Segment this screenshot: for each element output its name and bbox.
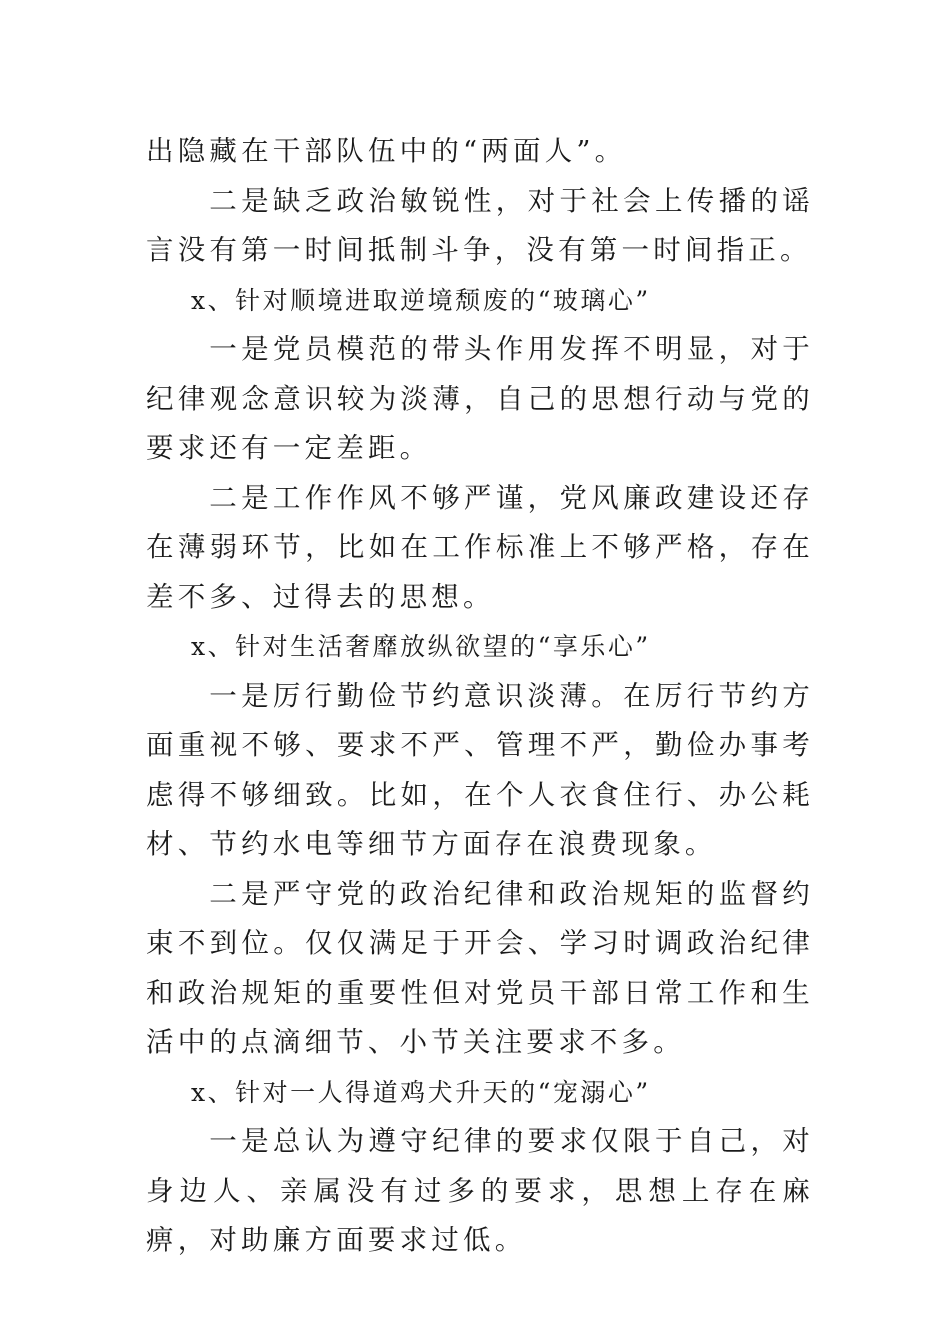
paragraph-frugality: 一是厉行勤俭节约意识淡薄。在厉行节约方面重视不够、要求不严、管理不严，勤俭办事考虑得不够细致。比如，在个人衣食住行、办公耗材、节约水电等细节方面存在浪费现象。 — [146, 679, 814, 860]
paragraph-continuation: 出隐藏在干部队伍中的“两面人”。 — [146, 135, 627, 167]
document-body — [146, 127, 814, 1266]
paragraph-work-style: 二是工作作风不够严谨，党风廉政建设还存在薄弱环节，比如在工作标准上不够严格，存在差不多、过得去的思想。 — [146, 481, 814, 613]
paragraph-family-discipline: 一是总认为遵守纪律的要求仅限于自己，对身边人、亲属没有过多的要求，思想上存在麻痹，对助廉方面要求过低。 — [146, 1125, 814, 1256]
section-heading-pleasure-heart: x、针对生活奢靡放纵欲望的“享乐心” — [191, 632, 651, 661]
section-heading-glass-heart: x、针对顺境进取逆境颓废的“玻璃心” — [191, 285, 651, 315]
paragraph-political-discipline: 二是严守党的政治纪律和政治规矩的监督约束不到位。仅仅满足于开会、学习时调政治纪律和政治规矩的重要性但对党员干部日常工作和生活中的点滴细节、小节关注要求不多。 — [146, 877, 814, 1058]
paragraph-political-sensitivity: 二是缺乏政治敏锐性，对于社会上传播的谣言没有第一时间抵制斗争，没有第一时间指正。 — [146, 184, 814, 266]
section-heading-indulgence-heart: x、针对一人得道鸡犬升天的“宠溺心” — [191, 1077, 651, 1107]
paragraph-party-model-role: 一是党员模范的带头作用发挥不明显，对于纪律观念意识较为淡薄，自己的思想行动与党的要求还有一定差距。 — [146, 333, 814, 464]
